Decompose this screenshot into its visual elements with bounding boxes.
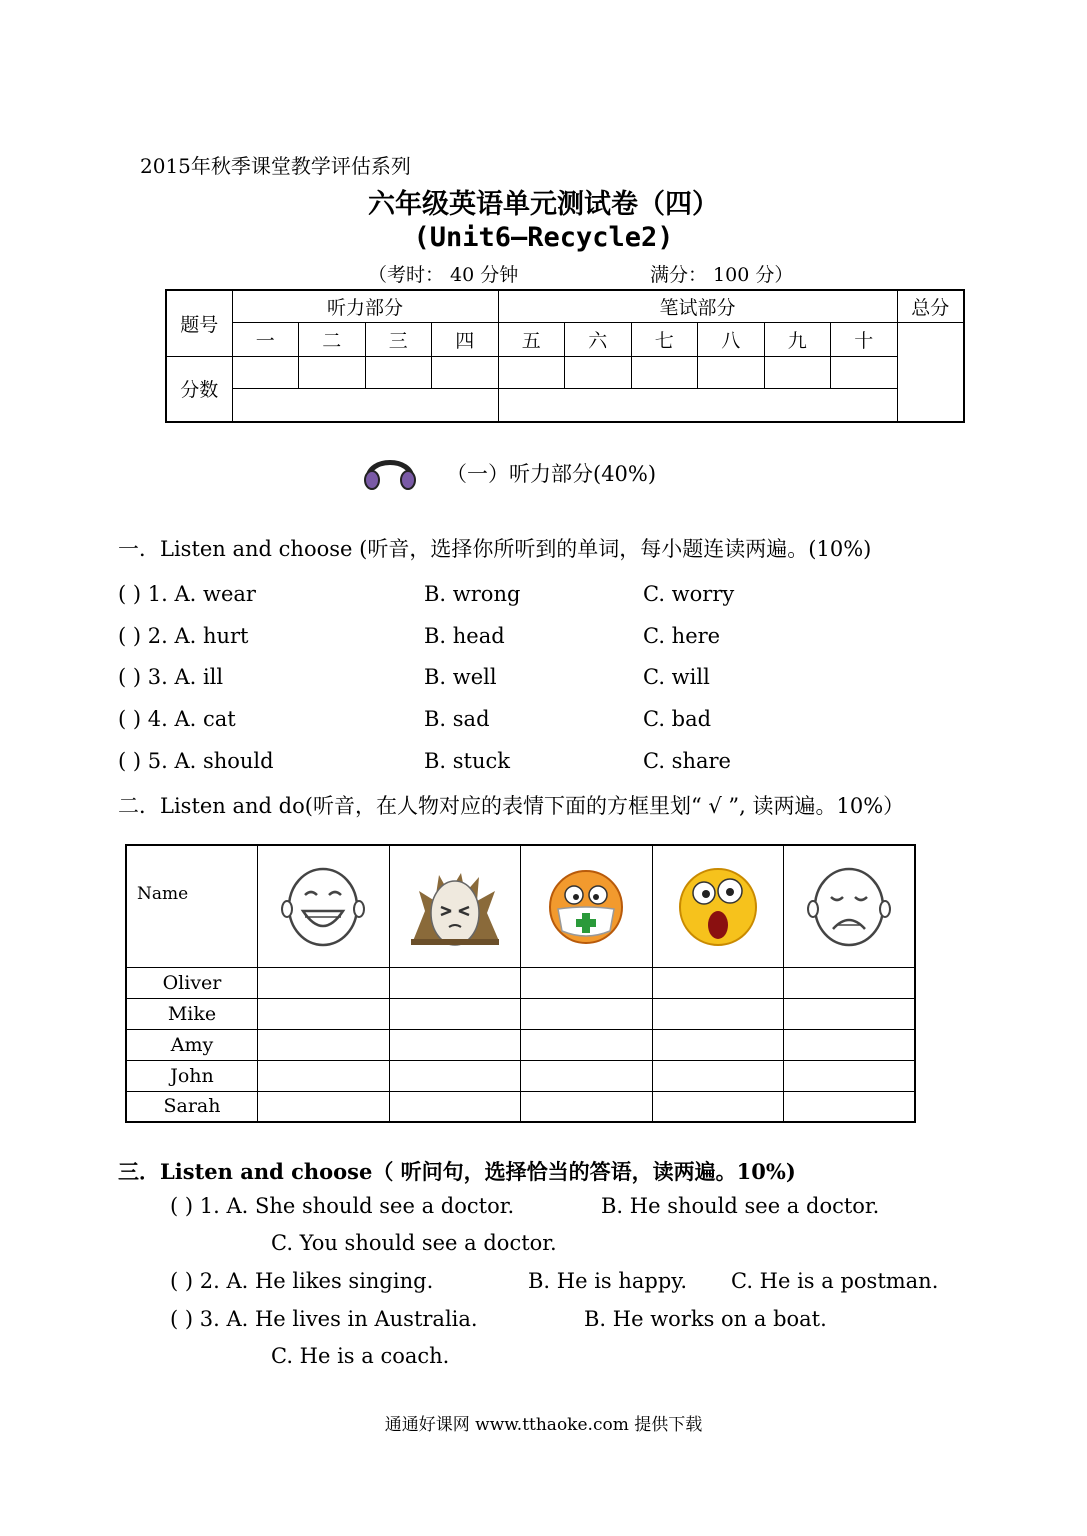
- section3-heading: 三．Listen and choose（ 听问句，选择恰当的答语，读两遍。10%): [118, 1159, 796, 1184]
- score-table: [165, 289, 965, 423]
- question-option-c: C. share: [643, 749, 731, 773]
- question-option-a: ( ) 2. A. hurt: [118, 624, 249, 648]
- answer-box[interactable]: [652, 1060, 784, 1091]
- page-subtitle: (Unit6—Recycle2): [413, 222, 674, 253]
- question-option-c: C. bad: [643, 707, 712, 731]
- score-cell[interactable]: [764, 356, 831, 388]
- score-row-label: 分数: [166, 356, 232, 422]
- written-part-header: 笔试部分: [498, 290, 897, 322]
- section2-heading: 二．Listen and do(听音，在人物对应的表情下面的方框里划“ √ ”, 读两遍。10%）: [118, 794, 905, 818]
- full-score: 满分： 100 分）: [650, 264, 794, 286]
- score-number: 八: [698, 322, 765, 356]
- student-name: Sarah: [126, 1091, 258, 1122]
- answer-box[interactable]: [258, 1091, 390, 1122]
- student-name: John: [126, 1060, 258, 1091]
- answer-box[interactable]: [784, 1029, 916, 1060]
- question-option-b: B. well: [424, 665, 497, 689]
- question-option-c: C. will: [643, 665, 710, 689]
- answer-box[interactable]: [521, 1091, 653, 1122]
- answer-box[interactable]: [784, 1091, 916, 1122]
- written-subtotal-cell[interactable]: [498, 388, 897, 422]
- answer-box[interactable]: [652, 967, 784, 998]
- listening-part-header: 听力部分: [232, 290, 498, 322]
- section1-heading: 一．Listen and choose (听音，选择你所听到的单词，每小题连读两遍。(10%): [118, 537, 872, 561]
- question-option-a: ( ) 2. A. He likes singing.: [170, 1269, 434, 1293]
- question-option-b: B. sad: [424, 707, 490, 731]
- score-number: 七: [631, 322, 698, 356]
- answer-box[interactable]: [389, 1029, 521, 1060]
- answer-box[interactable]: [258, 1029, 390, 1060]
- listening-heading: （一）听力部分(40%): [446, 462, 657, 486]
- angry-egg-icon: [405, 861, 505, 951]
- question-option-c: C. He is a postman.: [731, 1269, 939, 1293]
- question-option-a: ( ) 5. A. should: [118, 749, 274, 773]
- face-cell: [389, 845, 521, 967]
- answer-box[interactable]: [389, 1060, 521, 1091]
- answer-box[interactable]: [784, 1060, 916, 1091]
- score-number: 九: [764, 322, 831, 356]
- page-footer: 通通好课网 www.tthaoke.com 提供下载: [384, 1415, 703, 1435]
- answer-box[interactable]: [258, 967, 390, 998]
- face-cell: [652, 845, 784, 967]
- question-option-c: C. worry: [643, 582, 735, 606]
- question-option-c: C. He is a coach.: [271, 1344, 450, 1368]
- name-header: Name: [126, 845, 258, 967]
- total-header: 总分: [897, 290, 964, 322]
- answer-box[interactable]: [784, 967, 916, 998]
- score-number: 一: [232, 322, 299, 356]
- score-cell[interactable]: [698, 356, 765, 388]
- question-option-b: B. He is happy.: [528, 1269, 688, 1293]
- score-number: 三: [365, 322, 432, 356]
- question-option-a: ( ) 3. A. ill: [118, 665, 224, 689]
- face-cell: [521, 845, 653, 967]
- exam-time: （考时： 40 分钟: [368, 264, 519, 286]
- question-option-a: ( ) 4. A. cat: [118, 707, 236, 731]
- sad-face-icon: [799, 861, 899, 951]
- score-number: 二: [299, 322, 366, 356]
- answer-box[interactable]: [258, 1060, 390, 1091]
- student-name: Amy: [126, 1029, 258, 1060]
- question-option-c: C. here: [643, 624, 721, 648]
- happy-face-icon: [273, 861, 373, 951]
- question-option-a: ( ) 1. A. She should see a doctor.: [170, 1194, 515, 1218]
- answer-box[interactable]: [784, 998, 916, 1029]
- answer-box[interactable]: [389, 998, 521, 1029]
- score-cell[interactable]: [365, 356, 432, 388]
- answer-box[interactable]: [521, 1029, 653, 1060]
- answer-box[interactable]: [521, 967, 653, 998]
- question-option-b: B. He should see a doctor.: [601, 1194, 880, 1218]
- question-option-a: ( ) 3. A. He lives in Australia.: [170, 1307, 478, 1331]
- question-option-b: B. He works on a boat.: [584, 1307, 827, 1331]
- series-label: 2015年秋季课堂教学评估系列: [140, 154, 411, 178]
- score-cell[interactable]: [432, 356, 499, 388]
- face-cell: [258, 845, 390, 967]
- question-option-b: B. stuck: [424, 749, 511, 773]
- answer-box[interactable]: [652, 1029, 784, 1060]
- score-number: 五: [498, 322, 565, 356]
- answer-box[interactable]: [652, 998, 784, 1029]
- score-col-title: 题号: [166, 290, 232, 356]
- score-number: 六: [565, 322, 632, 356]
- headphones-icon: [362, 451, 418, 491]
- question-option-b: B. head: [424, 624, 505, 648]
- face-cell: [784, 845, 916, 967]
- emotion-table: [125, 844, 916, 1123]
- score-cell[interactable]: [631, 356, 698, 388]
- score-number: 十: [831, 322, 898, 356]
- answer-box[interactable]: [389, 1091, 521, 1122]
- answer-box[interactable]: [389, 967, 521, 998]
- score-cell[interactable]: [498, 356, 565, 388]
- page-title: 六年级英语单元测试卷（四）: [368, 189, 719, 220]
- listening-subtotal-cell[interactable]: [232, 388, 498, 422]
- score-cell[interactable]: [831, 356, 898, 388]
- score-cell[interactable]: [299, 356, 366, 388]
- score-number: 四: [432, 322, 499, 356]
- answer-box[interactable]: [258, 998, 390, 1029]
- question-option-a: ( ) 1. A. wear: [118, 582, 256, 606]
- total-score-cell[interactable]: [897, 322, 964, 422]
- question-option-c: C. You should see a doctor.: [271, 1231, 557, 1255]
- sick-face-icon: [536, 861, 636, 951]
- question-option-b: B. wrong: [424, 582, 521, 606]
- student-name: Mike: [126, 998, 258, 1029]
- score-cell[interactable]: [232, 356, 299, 388]
- score-cell[interactable]: [565, 356, 632, 388]
- answer-box[interactable]: [521, 1060, 653, 1091]
- shocked-face-icon: [668, 861, 768, 951]
- student-name: Oliver: [126, 967, 258, 998]
- answer-box[interactable]: [652, 1091, 784, 1122]
- answer-box[interactable]: [521, 998, 653, 1029]
